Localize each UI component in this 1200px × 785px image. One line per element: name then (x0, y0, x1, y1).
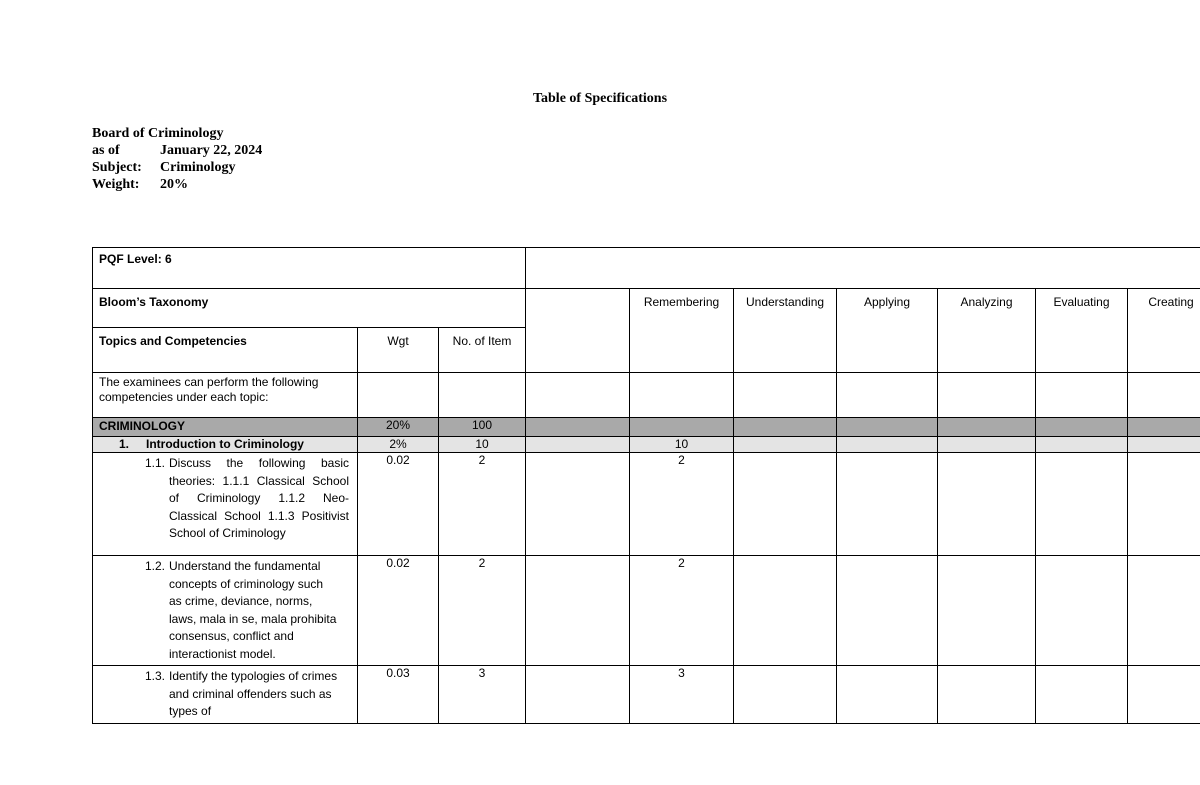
empty-cell (1128, 418, 1200, 437)
competency-number: 1.2. (144, 559, 165, 573)
topics-competencies-label: Topics and Competencies (93, 328, 358, 373)
empty-cell (734, 437, 837, 453)
meta-value: Criminology (160, 160, 236, 175)
empty-cell (526, 437, 630, 453)
empty-cell (1036, 373, 1128, 418)
intro-row (93, 373, 1200, 418)
empty-cell (734, 556, 837, 666)
level-remembering: Remembering (630, 289, 734, 328)
section-row (93, 418, 1200, 437)
competency-number: 1.1. (144, 456, 165, 470)
empty-cell (1036, 437, 1128, 453)
meta-value: 20% (160, 177, 188, 192)
competency-row (93, 666, 1200, 724)
intro-text: The examinees can perform the following competencies under each topic: (93, 373, 358, 418)
level-cell (938, 328, 1036, 373)
bloom-taxonomy-label: Bloom’s Taxonomy (93, 289, 526, 328)
level-creating: Creating (1128, 289, 1200, 328)
empty-cell (1128, 556, 1200, 666)
empty-cell (526, 556, 630, 666)
empty-cell (439, 373, 526, 418)
competency-cell (93, 453, 358, 556)
competency-wgt: 0.03 (358, 666, 439, 724)
topics-header-row (93, 328, 1200, 373)
empty-cell (938, 418, 1036, 437)
competency-text: Identify the typologies of crimes and criminal offenders such as types of (169, 669, 338, 718)
topic-understanding: 10 (630, 437, 734, 453)
empty-cell (1036, 666, 1128, 724)
empty-cell (837, 666, 938, 724)
meta-row-date (92, 142, 262, 159)
competency-row (93, 556, 1200, 666)
level-cell (1128, 328, 1200, 373)
empty-cell (1036, 453, 1128, 556)
empty-cell (938, 666, 1036, 724)
empty-cell (1128, 437, 1200, 453)
empty-cell (630, 373, 734, 418)
empty-cell (837, 453, 938, 556)
empty-cell (734, 373, 837, 418)
topic-items: 10 (439, 437, 526, 453)
empty-cell (1036, 418, 1128, 437)
items-header: No. of Item (439, 328, 526, 373)
competency-text: Understand the fundamental concepts of criminology such as crime, deviance, norms, laws, mala in se, mala prohibita consensus, conflict and interactionist model. (169, 559, 337, 661)
board-name: Board of Criminology (92, 126, 224, 141)
empty-cell (1128, 666, 1200, 724)
empty-cell (938, 437, 1036, 453)
empty-cell (526, 418, 630, 437)
competency-cell (93, 556, 358, 666)
competency-understanding: 2 (630, 453, 734, 556)
competency-understanding: 3 (630, 666, 734, 724)
meta-row-subject (92, 159, 262, 176)
meta-key: Weight: (92, 177, 140, 192)
meta-key: as of (92, 143, 120, 158)
pqf-level-label: PQF Level: 6 (93, 248, 526, 289)
meta-row-weight (92, 176, 262, 193)
empty-cell (526, 453, 630, 556)
empty-cell (734, 453, 837, 556)
level-evaluating: Evaluating (1036, 289, 1128, 328)
empty-cell (1036, 556, 1128, 666)
empty-cell (1128, 373, 1200, 418)
pqf-empty-cell (526, 248, 1200, 289)
level-cell (1036, 328, 1128, 373)
competency-items: 2 (439, 556, 526, 666)
empty-cell (837, 373, 938, 418)
level-cell (837, 328, 938, 373)
competency-items: 3 (439, 666, 526, 724)
level-analyzing: Analyzing (938, 289, 1036, 328)
empty-cell (938, 556, 1036, 666)
empty-cell (526, 373, 630, 418)
empty-cell (358, 373, 439, 418)
competency-understanding: 2 (630, 556, 734, 666)
document-title: Table of Specifications (532, 91, 668, 106)
competency-cell (93, 666, 358, 724)
meta-value: January 22, 2024 (160, 143, 263, 158)
level-cell (630, 328, 734, 373)
competency-wgt: 0.02 (358, 453, 439, 556)
document-meta (92, 125, 262, 193)
section-label: CRIMINOLOGY (93, 418, 358, 437)
empty-cell (837, 556, 938, 666)
topic-row (93, 437, 1200, 453)
meta-key: Subject: (92, 160, 142, 175)
level-cell (734, 328, 837, 373)
empty-cell (526, 666, 630, 724)
topic-wgt: 2% (358, 437, 439, 453)
topic-number: 1. (119, 437, 130, 451)
empty-cell (938, 373, 1036, 418)
topic-label: Introduction to Criminology (146, 437, 304, 451)
bloom-row (93, 289, 1200, 328)
level-applying: Applying (837, 289, 938, 328)
empty-cell (837, 418, 938, 437)
competency-row (93, 453, 1200, 556)
topic-label-cell (93, 437, 358, 453)
section-items: 100 (439, 418, 526, 437)
competency-wgt: 0.02 (358, 556, 439, 666)
section-wgt: 20% (358, 418, 439, 437)
bloom-empty-cell (526, 289, 630, 373)
pqf-row (93, 248, 1200, 289)
competency-items: 2 (439, 453, 526, 556)
wgt-header: Wgt (358, 328, 439, 373)
empty-cell (938, 453, 1036, 556)
empty-cell (734, 418, 837, 437)
competency-text: Discuss the following basic theories: 1.1.1 Classical School of Criminology 1.1.2 Neo-Classical School 1.1.3 Positivist School of Criminology (169, 456, 349, 540)
specifications-table (92, 247, 1200, 724)
level-understanding: Understanding (734, 289, 837, 328)
empty-cell (734, 666, 837, 724)
competency-number: 1.3. (144, 669, 165, 683)
empty-cell (1128, 453, 1200, 556)
empty-cell (630, 418, 734, 437)
empty-cell (837, 437, 938, 453)
